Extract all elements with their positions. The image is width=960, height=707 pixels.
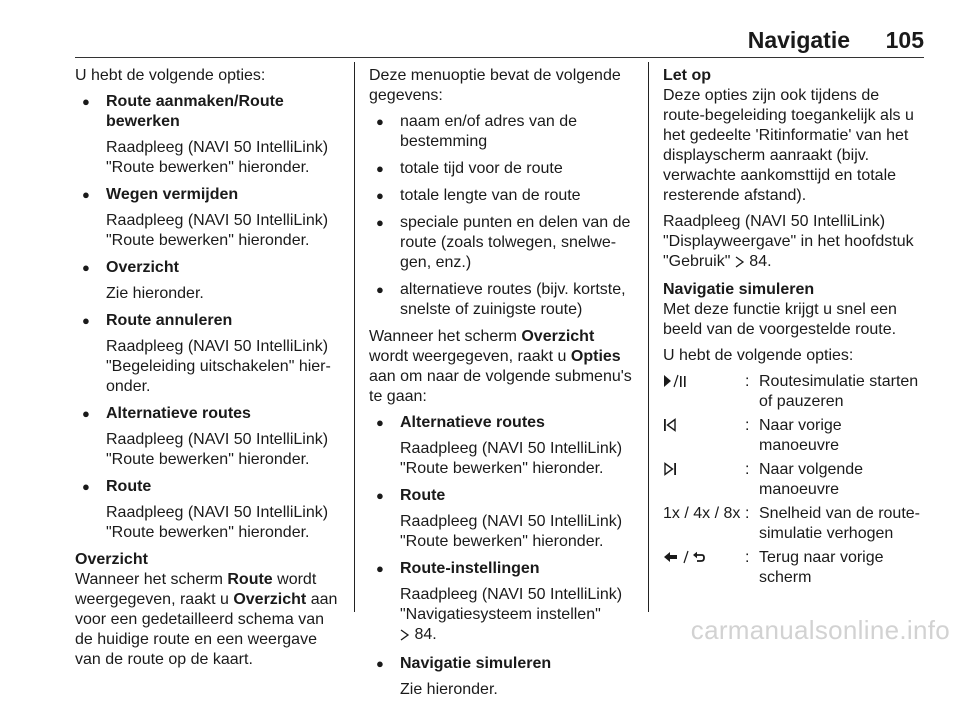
key-cell bbox=[663, 416, 745, 460]
column-divider bbox=[648, 62, 649, 612]
submenu-title: ● Route bbox=[400, 487, 446, 504]
option-title: ● Wegen vermijden bbox=[106, 186, 239, 203]
option-text: Raadpleeg (NAVI 50 IntelliLink) "Route bewerken" hieronder. bbox=[106, 212, 329, 249]
options-table bbox=[663, 372, 925, 592]
page-ref-icon bbox=[735, 254, 745, 274]
list-item bbox=[75, 258, 340, 304]
separator: : bbox=[745, 461, 750, 478]
watermark: carmanualsonline.info bbox=[690, 615, 950, 645]
text-run-bold: Overzicht bbox=[521, 328, 595, 345]
intro-text: Deze menuoptie bevat de volgende gegevens: bbox=[369, 67, 621, 104]
key-cell: 1x / 4x / 8x bbox=[663, 505, 741, 522]
list-item: ● naam en/of adres van de bestemming bbox=[369, 112, 633, 152]
section-text: Met deze functie krijgt u snel een beeld van de voorgestelde route. bbox=[663, 301, 897, 338]
page-ref: 84. bbox=[414, 626, 437, 643]
table-row bbox=[663, 372, 925, 416]
page-ref: 84. bbox=[749, 253, 772, 270]
option-text: Raadpleeg (NAVI 50 IntelliLink) "Route bewerken" hieronder. bbox=[106, 504, 329, 541]
key-cell bbox=[663, 372, 745, 416]
note-heading: Let op bbox=[663, 67, 711, 84]
table-row bbox=[663, 504, 925, 548]
separator: : bbox=[745, 417, 750, 434]
previous-icon bbox=[663, 418, 677, 438]
desc-cell: Naar volgende manoeuvre bbox=[759, 461, 864, 498]
note-text: Deze opties zijn ook tijdens de route-begeleiding toegankelijk als u het gedeelte 'Ritinformatie' van het displayscherm aanraakt (bijv. verwachte aankomsttijd en totale resterende afstand). bbox=[663, 87, 914, 204]
text-run: Raadpleeg (NAVI 50 IntelliLink) "Displayweergave" in het hoofdstuk "Gebruik" bbox=[663, 213, 914, 270]
option-text: Raadpleeg (NAVI 50 IntelliLink) "Route bewerken" hieronder. bbox=[106, 139, 329, 176]
text-run: Wanneer het scherm bbox=[75, 571, 228, 588]
submenu-list bbox=[369, 413, 633, 700]
list-item: ● alternatieve routes (bijv. kortste, snelste of zuinigste route) bbox=[369, 280, 633, 320]
body-text bbox=[369, 327, 633, 407]
options-list bbox=[75, 92, 340, 543]
separator: : bbox=[745, 373, 750, 390]
list-item bbox=[369, 413, 633, 479]
page-footer bbox=[0, 612, 960, 645]
submenu-text: Raadpleeg (NAVI 50 IntelliLink) "Route bewerken" hieronder. bbox=[400, 440, 623, 477]
back-icon bbox=[663, 550, 705, 570]
column-divider bbox=[354, 62, 355, 612]
list-item bbox=[75, 185, 340, 251]
separator: : bbox=[745, 549, 750, 566]
option-title: ● Overzicht bbox=[106, 259, 179, 276]
option-title: ● Route aanmaken/Route bewerken bbox=[106, 93, 284, 130]
option-title: ● Route bbox=[106, 478, 152, 495]
key-cell bbox=[663, 460, 745, 504]
list-item bbox=[369, 654, 633, 700]
table-row bbox=[663, 460, 925, 504]
option-title: ● Alternatieve routes bbox=[106, 405, 251, 422]
option-title: ● Route annuleren bbox=[106, 312, 233, 329]
desc-cell: Routesimulatie starten of pauzeren bbox=[759, 373, 919, 410]
separator: : bbox=[745, 505, 750, 522]
table-row bbox=[663, 548, 925, 592]
section-heading: Navigatie simuleren bbox=[663, 281, 815, 298]
note-ref bbox=[663, 212, 925, 274]
list-item bbox=[75, 92, 340, 178]
play-pause-icon bbox=[663, 374, 687, 394]
option-text: Raadpleeg (NAVI 50 IntelliLink) "Route bewerken" hieronder. bbox=[106, 431, 329, 468]
column-3 bbox=[663, 66, 925, 592]
list-item bbox=[369, 486, 633, 552]
info-list bbox=[369, 112, 633, 320]
option-text: Raadpleeg (NAVI 50 IntelliLink) "Begeleiding uitschakelen" hier-onder. bbox=[106, 338, 331, 395]
submenu-text: Zie hieronder. bbox=[400, 681, 498, 698]
text-run-bold: Opties bbox=[570, 348, 621, 365]
key-cell bbox=[663, 548, 745, 592]
page-header bbox=[0, 0, 960, 58]
text-run: wordt weergegeven, raakt u bbox=[75, 571, 317, 608]
header-rule bbox=[75, 57, 924, 58]
submenu-title: ● Route-instellingen bbox=[400, 560, 540, 577]
text-run: aan om naar de volgende submenu's te gaan: bbox=[369, 368, 632, 405]
text-run-bold: Route bbox=[227, 571, 273, 588]
text-run: wordt weergegeven, raakt u bbox=[369, 348, 571, 365]
intro-text: U hebt de volgende opties: bbox=[663, 347, 854, 364]
column-2 bbox=[369, 66, 633, 707]
submenu-text: Raadpleeg (NAVI 50 IntelliLink) "Route bewerken" hieronder. bbox=[400, 513, 623, 550]
intro-text: U hebt de volgende opties: bbox=[75, 67, 266, 84]
list-item bbox=[75, 311, 340, 397]
list-item: ● totale tijd voor de route bbox=[369, 159, 633, 179]
list-item: ● totale lengte van de route bbox=[369, 186, 633, 206]
page-number: 105 bbox=[885, 27, 924, 53]
next-icon bbox=[663, 462, 677, 482]
desc-cell: Terug naar vorige scherm bbox=[759, 549, 884, 586]
section-heading: Overzicht bbox=[75, 551, 148, 568]
option-text: Zie hieronder. bbox=[106, 285, 204, 302]
column-1 bbox=[75, 66, 340, 676]
list-item bbox=[75, 477, 340, 543]
text-run: aan voor een gedetailleerd schema van de huidige route en een weergave van de route op de kaart. bbox=[75, 591, 338, 668]
desc-cell: Snelheid van de route-simulatie verhogen bbox=[759, 505, 920, 542]
text-run-bold: Overzicht bbox=[233, 591, 307, 608]
submenu-title: ● Navigatie simuleren bbox=[400, 655, 552, 672]
page-title: Navigatie bbox=[747, 27, 850, 53]
text-run: Raadpleeg (NAVI 50 IntelliLink) "Navigatiesysteem instellen" bbox=[400, 586, 623, 623]
text-run: Wanneer het scherm bbox=[369, 328, 522, 345]
submenu-title: ● Alternatieve routes bbox=[400, 414, 545, 431]
list-item bbox=[75, 404, 340, 470]
desc-cell: Naar vorige manoeuvre bbox=[759, 417, 842, 454]
list-item: ● speciale punten en delen van de route (zoals tolwegen, snelwe-gen, enz.) bbox=[369, 213, 633, 273]
table-row bbox=[663, 416, 925, 460]
